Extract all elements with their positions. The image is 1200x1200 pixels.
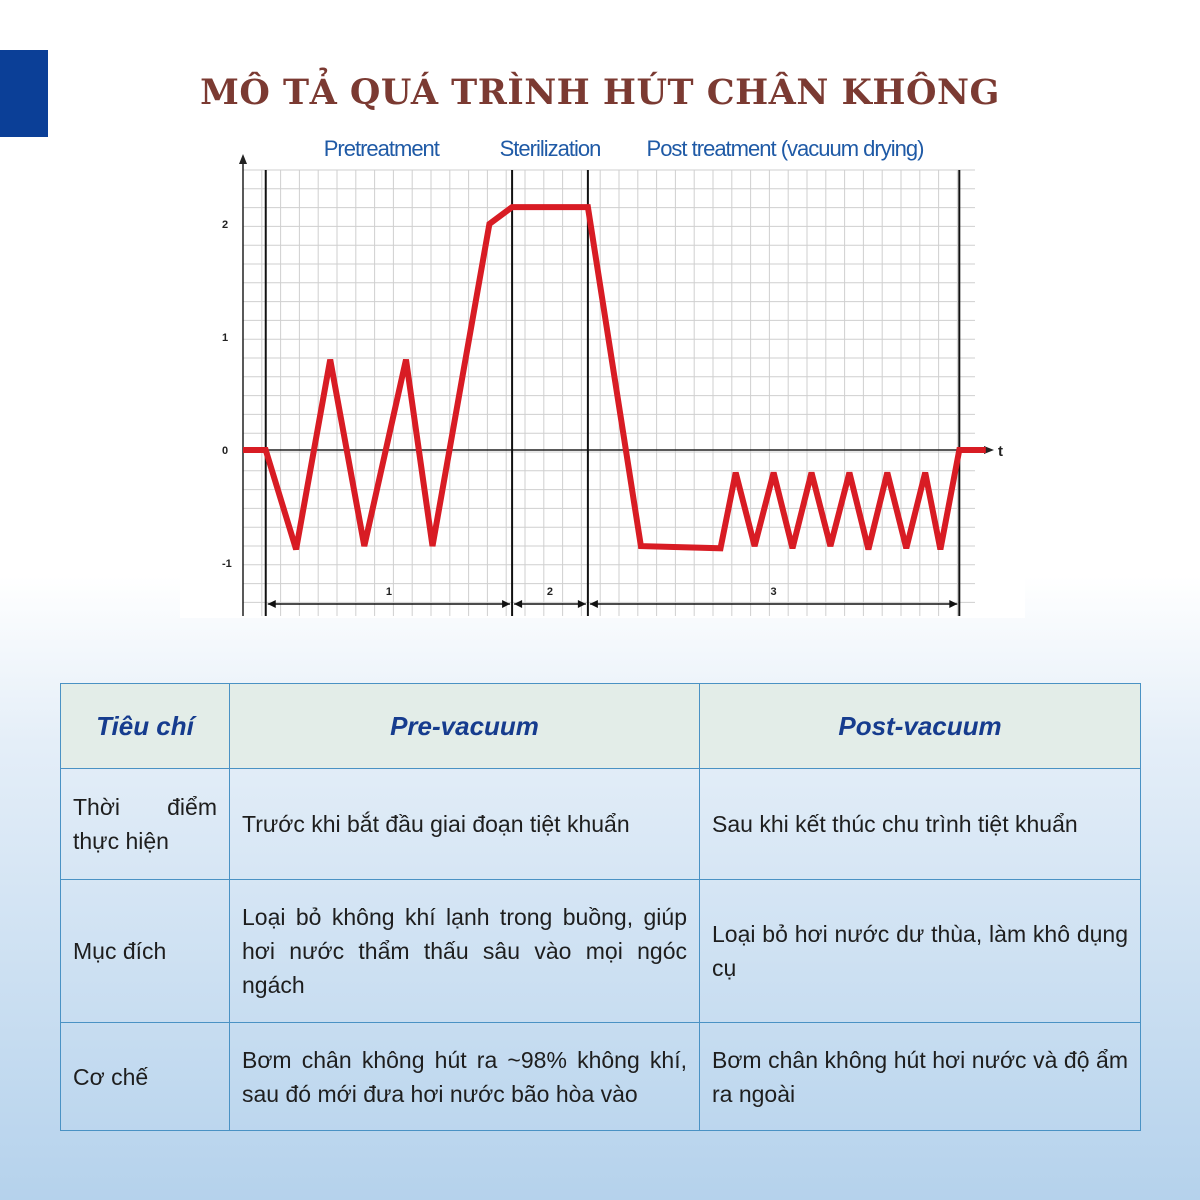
header-criteria: Tiêu chí: [61, 684, 230, 769]
phase-label: Sterilization: [499, 136, 601, 161]
phase-label: Post treatment (vacuum drying): [646, 136, 924, 161]
span-arrowhead: [590, 600, 598, 608]
span-label: 1: [385, 586, 392, 598]
table-cell-pre: Loại bỏ không khí lạnh trong buồng, giúp hơi nước thẩm thấu sâu vào mọi ngóc ngách: [230, 880, 700, 1023]
table-row: [61, 880, 1141, 1023]
table-header-row: [61, 684, 1141, 769]
table-cell-pre: Bơm chân không hút ra ~98% không khí, sau đó mới đưa hơi nước bão hòa vào: [230, 1023, 700, 1131]
span-arrowhead: [514, 600, 522, 608]
y-tick-label: 0: [222, 445, 229, 457]
chart-panel: [180, 128, 1025, 618]
pressure-series-line: [243, 207, 986, 549]
phase-label: Pretreatment: [323, 136, 439, 161]
span-arrowhead: [268, 600, 276, 608]
y-tick-label: 2: [222, 219, 229, 231]
header-pre-vacuum: Pre-vacuum: [230, 684, 700, 769]
table-cell-criteria: Cơ chế: [61, 1023, 230, 1131]
page-title: MÔ TẢ QUÁ TRÌNH HÚT CHÂN KHÔNG: [200, 72, 1000, 113]
table-cell-post: Bơm chân không hút hơi nước và độ ẩm ra ngoài: [700, 1023, 1141, 1131]
y-tick-label: 1: [222, 332, 229, 344]
table-cell-criteria: Thời điểm thực hiện: [61, 769, 230, 880]
span-arrowhead: [949, 600, 957, 608]
table-cell-post: Sau khi kết thúc chu trình tiệt khuẩn: [700, 769, 1141, 880]
header-post-vacuum: Post-vacuum: [700, 684, 1141, 769]
table-cell-pre: Trước khi bắt đầu giai đoạn tiệt khuẩn: [230, 769, 700, 880]
x-axis-label: t: [998, 443, 1003, 460]
vacuum-cycle-chart: [180, 128, 1025, 618]
comparison-table: [60, 683, 1141, 1131]
y-tick-label: -1: [222, 558, 232, 570]
table-row: [61, 769, 1141, 880]
span-label: 2: [546, 586, 554, 598]
table-cell-criteria: Mục đích: [61, 880, 230, 1023]
y-axis-arrow: [239, 154, 247, 164]
table-row: [61, 1023, 1141, 1131]
span-label: 3: [770, 586, 777, 598]
table-cell-post: Loại bỏ hơi nước dư thùa, làm khô dụng cụ: [700, 880, 1141, 1023]
